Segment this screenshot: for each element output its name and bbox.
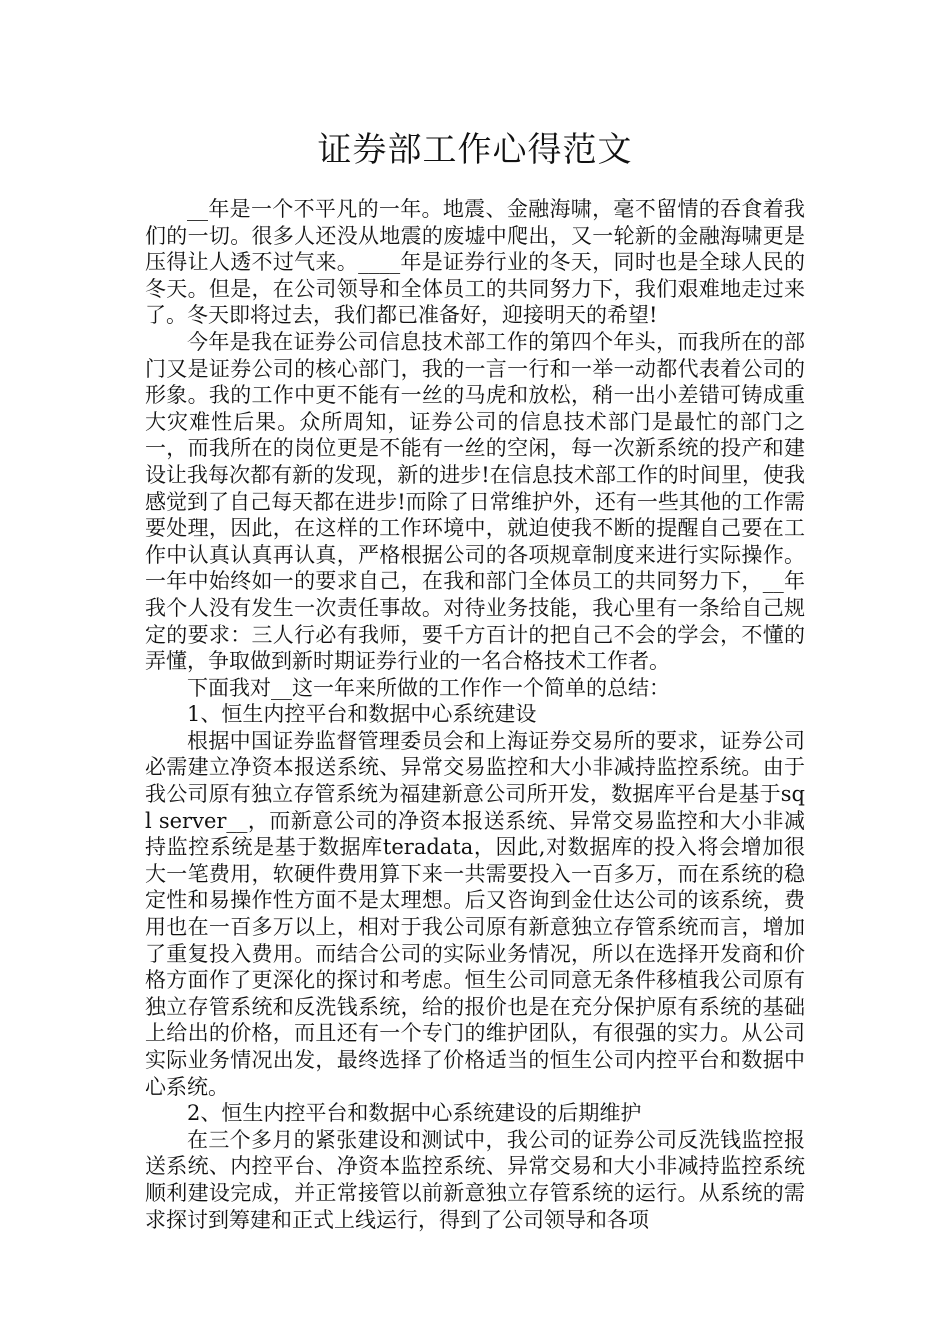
paragraph-section-2: 在三个多月的紧张建设和测试中，我公司的证券公司反洗钱监控报送系统、内控平台、净资本监控系统、异常交易和大小非减持监控系统顺利建设完成，并正常接管以前新意独立存管系统的运行。从系统的需求探讨到筹建和正式上线运行，得到了公司领导和各项 — [145, 1127, 805, 1232]
document-body — [145, 196, 805, 1233]
section-heading-2: 2、恒生内控平台和数据中心系统建设的后期维护 — [187, 1101, 642, 1126]
paragraph-summary-lead: 下面我对__这一年来所做的工作作一个简单的总结： — [187, 675, 670, 700]
paragraph-section-1: 根据中国证券监督管理委员会和上海证券交易所的要求，证券公司必需建立净资本报送系统、异常交易监控和大小非减持监控系统。由于我公司原有独立存管系统为福建新意公司所开发，数据库平台是基于sql server__，而新意公司的净资本报送系统、异常交易监控和大小非减持监控系统是基于数据库teradata，因此,对数据库的投入将会增加很大一笔费用，软硬件费用算下来一共需要投入一百多万，而在系统的稳定性和易操作性方面不是太理想。后又咨询到金仕达公司的该系统，费用也在一百多万以上，相对于我公司原有新意独立存管系统而言，增加了重复投入费用。而结合公司的实际业务情况，所以在选择开发商和价格方面作了更深化的探讨和考虑。恒生公司同意无条件移植我公司原有独立存管系统和反洗钱系统，给的报价也是在充分保护原有系统的基础上给出的价格，而且还有一个专门的维护团队，有很强的实力。从公司实际业务情况出发，最终选择了价格适当的恒生公司内控平台和数据中心系统。 — [145, 728, 805, 1099]
section-heading-1: 1、恒生内控平台和数据中心系统建设 — [187, 702, 537, 727]
paragraph-intro: __年是一个不平凡的一年。地震、金融海啸，毫不留情的吞食着我们的一切。很多人还没从地震的废墟中爬出，又一轮新的金融海啸更是压得让人透不过气来。____年是证券行业的冬天，同时也是全球人民的冬天。但是，在公司领导和全体员工的共同努力下，我们艰难地走过来了。冬天即将过去，我们都已准备好，迎接明天的希望! — [145, 197, 805, 328]
paragraph-work-review: 今年是我在证券公司信息技术部工作的第四个年头，而我所在的部门又是证券公司的核心部门，我的一言一行和一举一动都代表着公司的形象。我的工作中更不能有一丝的马虎和放松，稍一出小差错可铸成重大灾难性后果。众所周知，证券公司的信息技术部门是最忙的部门之一，而我所在的岗位更是不能有一丝的空闲，每一次新系统的投产和建设让我每次都有新的发现，新的进步!在信息技术部工作的时间里，使我感觉到了自己每天都在进步!而除了日常维护外，还有一些其他的工作需要处理，因此，在这样的工作环境中，就迫使我不断的提醒自己要在工作中认真认真再认真，严格根据公司的各项规章制度来进行实际操作。一年中始终如一的要求自己，在我和部门全体员工的共同努力下，__年我个人没有发生一次责任事故。对待业务技能，我心里有一条给自己规定的要求：三人行必有我师，要千方百计的把自己不会的学会，不懂的弄懂，争取做到新时期证券行业的一名合格技术工作者。 — [145, 329, 805, 674]
document-title: 证券部工作心得范文 — [317, 130, 633, 170]
